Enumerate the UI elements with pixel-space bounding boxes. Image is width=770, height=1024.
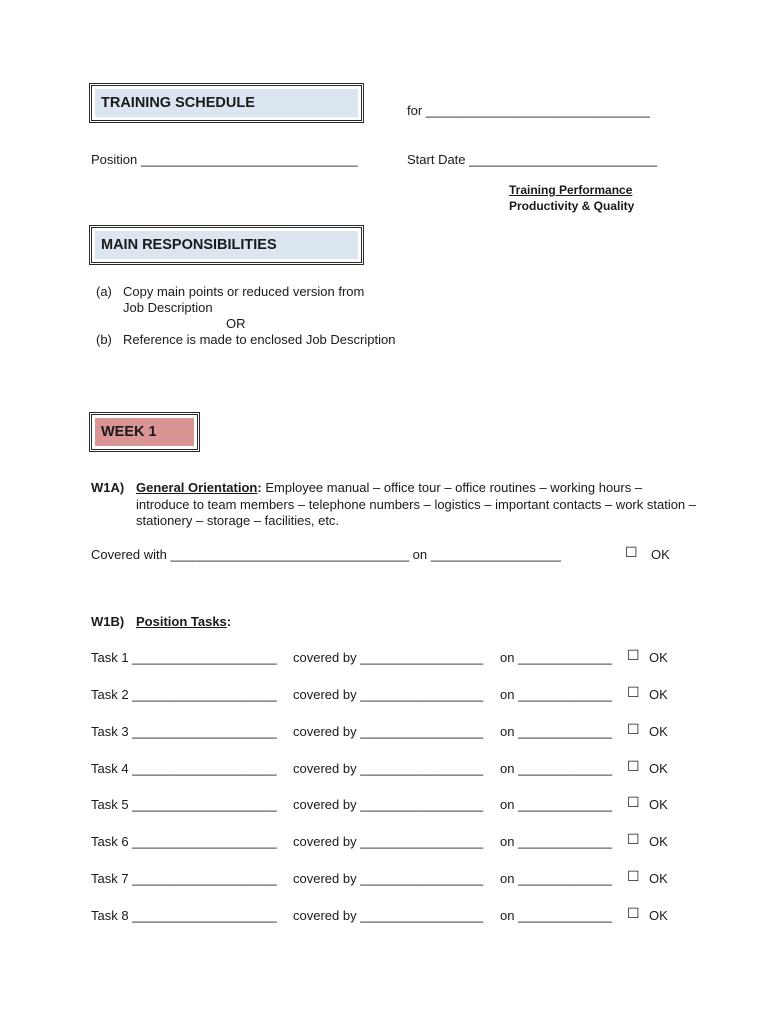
item-b-text: Reference is made to enclosed Job Description xyxy=(123,332,396,347)
item-a-marker: (a) xyxy=(96,284,112,299)
task-covered-by-field[interactable]: covered by _________________ xyxy=(293,650,484,665)
task-on-field[interactable]: on _____________ xyxy=(500,761,613,776)
task-ok-checkbox[interactable]: ☐ xyxy=(627,906,640,922)
task-row xyxy=(91,797,691,815)
task-on-field[interactable]: on _____________ xyxy=(500,871,613,886)
week1-title-box xyxy=(89,412,200,452)
w1a-heading: General Orientation xyxy=(136,480,258,495)
task-on-field[interactable]: on _____________ xyxy=(500,687,613,702)
task-label-field[interactable]: Task 7 ____________________ xyxy=(91,871,277,886)
task-covered-by-field[interactable]: covered by _________________ xyxy=(293,724,484,739)
task-ok-checkbox[interactable]: ☐ xyxy=(627,648,640,664)
task-on-field[interactable]: on _____________ xyxy=(500,724,613,739)
w1a-description: Employee manual – office tour – office routines – working hours – introduce to team members – telephone numbers – logistics – important contacts – work station – stationery – storage – facilities, etc. xyxy=(136,480,697,528)
task-row xyxy=(91,761,691,779)
task-ok-checkbox[interactable]: ☐ xyxy=(627,722,640,738)
task-label-field[interactable]: Task 8 ____________________ xyxy=(91,908,277,923)
task-ok-label: OK xyxy=(649,797,668,812)
task-covered-by-field[interactable]: covered by _________________ xyxy=(293,761,484,776)
task-row xyxy=(91,724,691,742)
task-row xyxy=(91,834,691,852)
task-covered-by-field[interactable]: covered by _________________ xyxy=(293,687,484,702)
task-ok-label: OK xyxy=(649,724,668,739)
main-responsibilities-title: MAIN RESPONSIBILITIES xyxy=(95,231,358,259)
w1a-colon: : xyxy=(257,480,262,495)
task-label-field[interactable]: Task 6 ____________________ xyxy=(91,834,277,849)
task-on-field[interactable]: on _____________ xyxy=(500,797,613,812)
w1b-code: W1B) xyxy=(91,614,125,629)
task-ok-label: OK xyxy=(649,908,668,923)
task-ok-checkbox[interactable]: ☐ xyxy=(627,795,640,811)
start-date-field[interactable]: Start Date __________________________ xyxy=(407,152,658,167)
task-covered-by-field[interactable]: covered by _________________ xyxy=(293,908,484,923)
task-on-field[interactable]: on _____________ xyxy=(500,908,613,923)
w1a-paragraph xyxy=(136,480,696,530)
task-ok-label: OK xyxy=(649,761,668,776)
task-ok-label: OK xyxy=(649,650,668,665)
task-on-field[interactable]: on _____________ xyxy=(500,650,613,665)
task-label-field[interactable]: Task 4 ____________________ xyxy=(91,761,277,776)
task-ok-label: OK xyxy=(649,871,668,886)
task-ok-label: OK xyxy=(649,834,668,849)
task-ok-checkbox[interactable]: ☐ xyxy=(627,759,640,775)
task-on-field[interactable]: on _____________ xyxy=(500,834,613,849)
task-ok-checkbox[interactable]: ☐ xyxy=(627,869,640,885)
task-ok-label: OK xyxy=(649,687,668,702)
w1a-ok-label: OK xyxy=(651,547,670,562)
task-covered-by-field[interactable]: covered by _________________ xyxy=(293,797,484,812)
task-label-field[interactable]: Task 2 ____________________ xyxy=(91,687,277,702)
task-row xyxy=(91,650,691,668)
w1a-code: W1A) xyxy=(91,480,125,495)
task-covered-by-field[interactable]: covered by _________________ xyxy=(293,834,484,849)
task-row xyxy=(91,908,691,926)
for-field[interactable]: for _______________________________ xyxy=(407,103,650,118)
training-schedule-title: TRAINING SCHEDULE xyxy=(95,89,358,117)
training-performance-label: Training Performance xyxy=(509,183,633,197)
item-b-marker: (b) xyxy=(96,332,112,347)
or-separator: OR xyxy=(226,316,246,331)
position-field[interactable]: Position ______________________________ xyxy=(91,152,358,167)
task-label-field[interactable]: Task 5 ____________________ xyxy=(91,797,277,812)
task-ok-checkbox[interactable]: ☐ xyxy=(627,832,640,848)
task-covered-by-field[interactable]: covered by _________________ xyxy=(293,871,484,886)
w1b-heading-wrap xyxy=(136,614,231,629)
task-label-field[interactable]: Task 3 ____________________ xyxy=(91,724,277,739)
training-schedule-title-box xyxy=(89,83,364,123)
main-responsibilities-title-box xyxy=(89,225,364,265)
item-a-line2: Job Description xyxy=(123,300,213,315)
task-ok-checkbox[interactable]: ☐ xyxy=(627,685,640,701)
w1b-colon: : xyxy=(226,614,232,629)
task-label-field[interactable]: Task 1 ____________________ xyxy=(91,650,277,665)
task-row xyxy=(91,687,691,705)
w1b-heading: Position Tasks xyxy=(136,614,227,629)
covered-with-field[interactable]: Covered with _________________________________ on __________________ xyxy=(91,547,561,562)
productivity-quality-label: Productivity & Quality xyxy=(509,199,635,213)
w1a-ok-checkbox[interactable]: ☐ xyxy=(625,545,638,561)
item-a-line1: Copy main points or reduced version from xyxy=(123,284,365,299)
week1-title: WEEK 1 xyxy=(95,418,194,446)
task-row xyxy=(91,871,691,889)
